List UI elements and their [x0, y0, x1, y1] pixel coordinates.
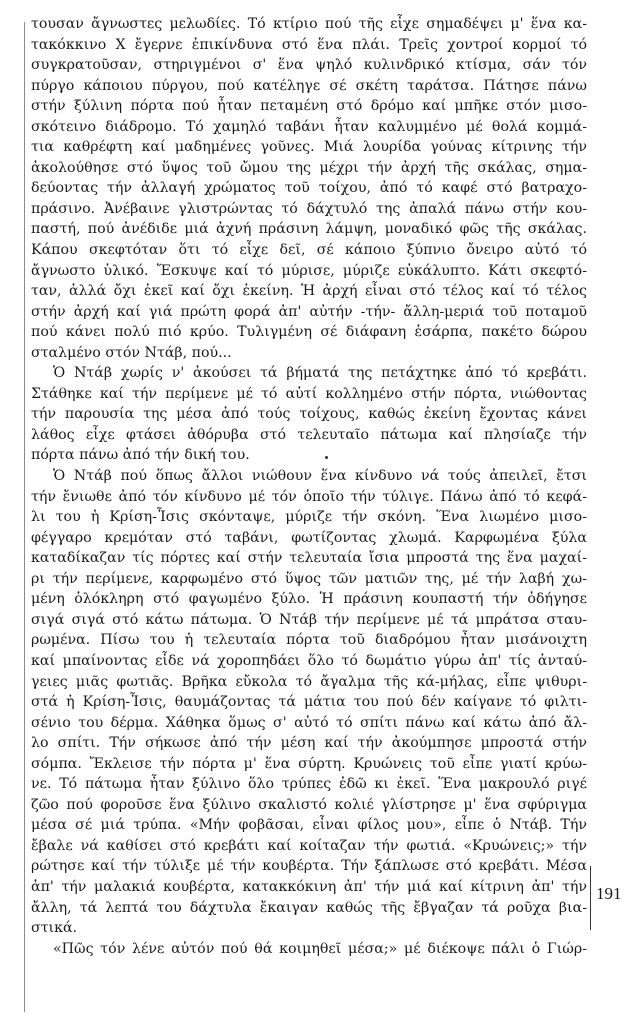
text-line: τακόκκινο Χ ἔγερνε ἐπικίνδυνα στό ἕνα πλάι. Τρεῖς χοντροί κορμοί τό [31, 36, 587, 53]
text-line: ταν, ἀλλά ὄχι ἐκεῖ καί ὄχι ἐκείνη. Ἡ ἀρχή εἶναι στό τέλος καί τό τέλος [31, 283, 587, 300]
text-line: φέγγαρο κρεμόταν στό ταβάνι, φωτίζοντας χλωμά. Καρφωμένα ξύλα [31, 529, 587, 546]
text-line: σόμπα. Ἔκλεισε τήν πόρτα μ' ἕνα σύρτη. Κρυώνεις τοῦ εἶπε γιατί κρύω- [31, 755, 587, 772]
text-line: Ὁ Ντάβ χωρίς ν' ἀκούσει τά βήματά της πετάχτηκε ἀπό τό κρεβάτι. [53, 365, 587, 382]
text-line: πόρτα πάνω ἀπό τήν δική του. [31, 447, 250, 464]
text-line: λο σπίτι. Τήν σήκωσε ἀπό τήν μέση καί τήν ἀκούμπησε μπροστά στήν [31, 735, 587, 752]
text-line: λάθος εἶχε φτάσει ἀθόρυβα στό τελευταῖο πάτωμα καί πλησίαζε τήν [31, 426, 587, 443]
text-line: σκότεινο διάδρομο. Τό χαμηλό ταβάνι ἦταν καλυμμένο μέ θολά κομμά- [31, 118, 587, 135]
text-line: στήν ξύλινη πόρτα πού ἦταν πεταμένη στό δρόμο καί μπῆκε στόν μισο- [31, 98, 587, 115]
text-line: πού κάνει πολύ πιό κρύο. Τυλιγμένη σέ διάφανη ἐσάρπα, πακέτο δώρου [31, 324, 587, 341]
text-line: ἀπ' τήν μαλακιά κουβέρτα, κατακκόκινη ἀπ' τήν μιά καί κίτρινη ἀπ' τήν [31, 878, 587, 895]
paragraph [31, 466, 587, 939]
text-line: τουσαν ἄγνωστες μελωδίες. Τό κτίριο πού τῆς εἶχε σημαδέψει μ' ἕνα κα- [31, 16, 587, 32]
text-line: συγκρατοῦσαν, στηριγμένοι σ' ἕνα ψηλό κυλινδρικό κτίσμα, σάν τόν [31, 57, 587, 74]
paragraph [31, 939, 587, 960]
paragraph [31, 14, 587, 363]
text-line: ἔβαλε νά καθίσει στό κρεβάτι καί κοίταζαν τήν φωτιά. «Κρυώνεις;» τήν [31, 837, 587, 854]
ink-speck [325, 456, 328, 459]
text-line: γειες μιᾶς φωτιᾶς. Βρῆκα εὔκολα τό ἄγαλμα τῆς κά-μήλας, εἶπε ψιθυρι- [31, 673, 587, 690]
text-line: ρι τήν περίμενε, καρφωμένο στό ὕψος τῶν ματιῶν της, μέ τήν λαβή χω- [31, 570, 587, 587]
text-line: καταδίκαζαν τίς πόρτες καί στήν τελευταία ἴσια μπροστά της ἕνα μαχαί- [31, 550, 587, 567]
text-line: ἄγνωστο ὑλικό. Ἔσκυψε καί τό μύρισε, μύριζε εὐκάλυπτο. Κάτι σκεφτό- [31, 262, 587, 279]
text-line: ρωμένα. Πίσω του ἡ τελευταία πόρτα τοῦ διαδρόμου ἦταν μισάνοιχτη [31, 632, 587, 649]
text-line: μένη ὁλόκληρη στό φαγωμένο ξύλο. Ἡ πράσινη κουπαστή τήν ὁδήγησε [31, 591, 587, 608]
text-line: σταλμένο στόν Ντάβ, πού... [31, 344, 232, 361]
text-line: Στάθηκε καί τήν περίμενε μέ τό αὐτί κολλημένο στήν πόρτα, νιώθοντας [31, 385, 587, 402]
text-line: ἄλλη, τά λεπτά του δάχτυλα ἔκαιγαν καθώς τῆς ἔβγαζαν τά ροῦχα βια- [31, 899, 587, 916]
text-line: λι του ἡ Κρίση-Ἶσις σκόνταψε, μύριζε τήν σκόνη. Ἕνα λιωμένο μισο- [31, 509, 587, 526]
text-line: πράσινο. Ἀνέβαινε γλιστρώντας τό δάχτυλό της ἀπαλά πάνω στήν κου- [31, 200, 587, 217]
text-line: ἀκολούθησε στό ὕψος τοῦ ὤμου της μέχρι τήν ἀρχή τῆς σκάλας, σημα- [31, 159, 587, 176]
text-line: πύργο κάποιου πύργου, πού κατέληγε σέ σκέτη ταράτσα. Πάτησε πάνω [31, 77, 587, 94]
text-line: ρώτησε καί τήν τύλιξε μέ τήν κουβέρτα. Τήν ξάπλωσε στό κρεβάτι. Μέσα [31, 858, 587, 875]
left-margin-rule [24, 22, 25, 1012]
page-number: 191 [596, 884, 622, 903]
text-line: στήν ἀρχή καί γιά πρώτη φορά ἀπ' αὐτήν -τήν- ἄλλη-μεριά τοῦ ποταμοῦ [31, 303, 587, 320]
text-line: τήν παρουσία της μέσα ἀπό τούς τοίχους, καθώς ἐκείνη ἔχοντας κάνει [31, 406, 587, 423]
text-line: Ὁ Ντάβ πού ὅπως ἄλλοι νιώθουν ἕνα κίνδυνο νά τούς ἀπειλεῖ, ἔτσι [53, 468, 587, 485]
text-line: τήν ἔνιωθε ἀπό τόν κίνδυνο μέ τόν ὁποῖο τήν τύλιγε. Πάνω ἀπό τό κεφά- [31, 488, 587, 505]
text-line: τια καθρέφτη καί μαδημένες γοῦνες. Μιά λουρίδα γούνας κίτρινης τήν [31, 139, 587, 156]
text-line: παστή, πού ἀνέδιδε μιά ἀχνή πράσινη λάμψη, μοναδικό φῶς τῆς σκάλας. [31, 221, 587, 238]
text-line: νε. Τό πάτωμα ἦταν ξύλινο ὅλο τρύπες ἐδῶ κι ἐκεῖ. Ἕνα μακρουλό ριγέ [31, 776, 587, 793]
text-line: σιγά σιγά στό κάτω πάτωμα. Ὁ Ντάβ τήν περίμενε μέ τά μπράτσα σταυ- [31, 611, 587, 628]
text-line: «Πῶς τόν λένε αὐτόν πού θά κοιμηθεῖ μέσα;» μέ διέκοψε πάλι ὁ Γιώρ- [53, 940, 587, 957]
text-line: στικά. [31, 920, 78, 937]
text-line: δεύοντας τήν ἀλλαγή χρώματος τοῦ τοίχου, ἀπό τό καφέ στό βατραχο- [31, 180, 587, 197]
body-text [31, 14, 587, 959]
text-line: ζῶο πού φοροῦσε ἕνα ξύλινο σκαλιστό κολιέ γλίστρησε μ' ἕνα σφύριγμα [31, 796, 587, 813]
text-line: καί μπαίνοντας εἶδε νά χοροπηδάει ὅλο τό δωμάτιο γύρω ἀπ' τίς ἀνταύ- [31, 652, 587, 669]
text-line: στά ἡ Κρίση-Ἶσις, θαυμάζοντας τά μάτια του πού δέν καίγανε τό φιλτι- [31, 694, 587, 711]
paragraph [31, 363, 587, 466]
text-line: μέσα σέ μιά τρύπα. «Μήν φοβᾶσαι, εἶναι φίλος μου», εἶπε ὁ Ντάβ. Τήν [31, 817, 587, 834]
page-number-rule [590, 866, 591, 930]
text-line: Κάπου σκεφτόταν ὅτι τό εἶχε δεῖ, σέ κάποιο ξύπνιο ὄνειρο αὐτό τό [31, 242, 587, 259]
text-line: σένιο του δέρμα. Χάθηκα ὅμως σ' αὐτό τό σπίτι πάνω καί κάτω ἀπό ἄλ- [31, 714, 587, 731]
